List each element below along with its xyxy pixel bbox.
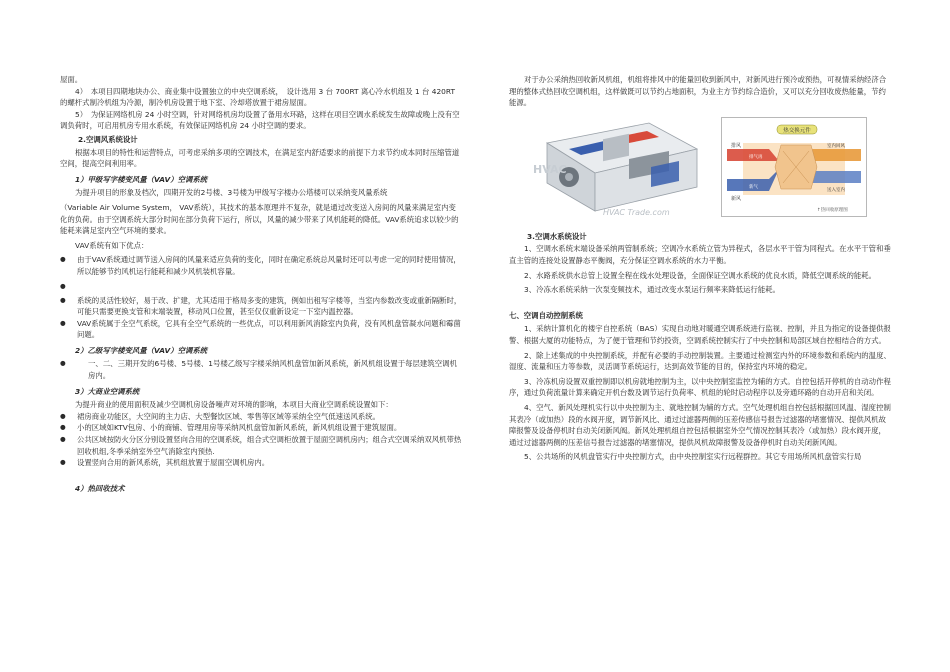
vav-bullet-1: ● 由于VAV系统通过调节送入房间的风量来适应负荷的变化，同时在确定系统总风量时还可以考虑一定的同时使用情况，所以能够节约风机运行能耗和减少风机装机容量。 <box>60 254 463 277</box>
control-item-4: 4、空气、新风处理机实行以中央控制为主、就地控制为辅的方式。空气处理机组自控包括根据回风温、湿度控制其表冷（或加热）段的水阀开度，调节新风比、通过过滤器两侧的压差传感信号报告过滤器的堵塞情况、提供风机故障报警及设备停机时自动关闭新风阀。新风处理机组自控包括根据室外空气情况控制其表冷（或加热）段水阀开度，通过过滤器两侧的压差信号报告过滤器的堵塞情况，提供风机故障报警及设备停机时自动关闭新风阀。 <box>509 402 891 447</box>
fig2-left-bottom: 新风 <box>731 195 742 202</box>
control-item-3: 3、冷冻机房设置双重控制即以机房就地控制为主，以中央控制室监控为辅的方式。自控包括开停机的自动动作程序，通过负荷流量计算来确定开机台数及调节运行负荷率、机组的轮时启动程序以及旁通环路的自动开启和关闭。 <box>509 376 891 398</box>
fig2-right-bottom: 送入室内 <box>827 187 845 193</box>
commercial-bullet-4: ● 设置竖向合用的新风系统，其机组放置于屋面空调机房内。 <box>60 457 463 469</box>
heading-heat-recovery: 4）热回收技术 <box>75 483 125 493</box>
commercial-bullet-1: ● 裙房商业功能区，大空间的主力店、大型餐饮区域、零售等区域等采纳全空气低速送风系统。 <box>60 411 463 423</box>
figures-row <box>509 115 893 225</box>
water-item-2: 2、水路系统供水总管上设置全程在线水处理设备，全面保证空调水系统的优良水质，降低空调系统的能耗。 <box>524 270 877 280</box>
left-column <box>60 74 463 496</box>
heading-auto-control: 七、空调自动控制系统 <box>509 310 583 320</box>
commercial-bullet-3: ● 公共区域按防火分区分别设置竖向合用的空调系统，组合式空调柜放置于屋面空调机房内；组合式空调采纳双风机带热回收机组,冬季采纳室外空气消除室内预热. <box>60 434 463 457</box>
fig2-left-top: 排风 <box>731 142 742 149</box>
svg-text:HVAC: HVAC <box>533 162 567 176</box>
air-intro: 根据本项目的特性和运营特点，可考虑采纳多项的空调技术，在满足室内舒适要求的前提下力求节约成本同时压缩管道空间，提高空间利用率。 <box>60 147 460 169</box>
vav-bullet-4: ● VAV系统属于全空气系统，它具有全空气系统的一些优点，可以利用新风消除室内负荷，没有风机盘管凝水问题和霉菌问题。 <box>60 318 463 341</box>
right-column <box>509 74 893 463</box>
control-item-1: 1、采纳计算机化的楼宇自控系统（BAS）实现自动地对暖通空调系统进行监视、控制，并且为指定的设备提供报警、根据大厦的功能特点，为了便于管理和节约投资，空调系统控制实行了中央控制和局部区域自控相结合的方式。 <box>509 324 891 345</box>
heading-vav-a: 1）甲级写字楼变风量（VAV）空调系统 <box>75 174 208 184</box>
water-item-1: 1、空调水系统末端设备采纳两管制系统；空调冷水系统立管为异程式，各层水平干管为同程式。在水平干管和垂直主管的连接处设置静态平衡阀，充分保证空调水系统的水力平衡。 <box>509 244 891 265</box>
heading-commercial: 3）大商业空调系统 <box>75 386 140 396</box>
text-roof: 屋面。 <box>60 75 83 84</box>
fig1-watermark: HVAC Trade.com <box>603 207 670 217</box>
item-5: 5） 为保证网络机房 24 小时空调，针对网络机房均设置了备用水环路，这样在项目空调水系统发生故障或晚上没有空调负荷时，可启用机房专用水系统，有效保证网络机房 24 小时空调的要求。 <box>60 109 460 131</box>
fig2-top-label: 热交换元件 <box>783 127 811 134</box>
fig2-right-top: 室内回风 <box>827 143 845 149</box>
vav-a-para1: 为提升项目的形象及档次，四期开发的2号楼、3号楼为甲级写字楼办公塔楼可以采纳变风量系统 <box>75 188 388 198</box>
heat-recovery-para: 对于办公采纳热回收新风机组，机组将排风中的能量回收到新风中，对新风进行预冷或预热，可视情采纳经济合理的整体式热回收空调机组，这样做既可以节约占地面积，为业主方节约综合造价，又可以充分回收废热能量，节约能源。 <box>509 75 887 108</box>
vav-b-bullet-1: ● 一、二、三期开发的6号楼、5号楼、1号楼乙级写字楼采纳风机盘管加新风系统，新风机组设置于每层建筑空调机房内。 <box>60 358 463 381</box>
heat-recovery-unit-image <box>529 115 709 219</box>
heading-vav-b: 2）乙级写字楼变风量（VAV）空调系统 <box>75 345 208 355</box>
commercial-intro: 为提升商业的使用面积及减少空调机房设备噪声对环境的影响，本项目大商业空调系统设置如下： <box>75 400 393 410</box>
vav-a-para3: VAV系统有如下优点： <box>75 240 149 250</box>
heading-water-system: 3.空调水系统设计 <box>527 231 587 241</box>
vav-bullet-2 <box>60 281 463 292</box>
control-item-2: 2、除上述集成的中央控制系统，并配有必要的手动控制装置。主要通过检测室内外的环境参数和系统内的温度、湿度、流量和压力等参数，灵活调节系统运行，达到高效节能的目的，保持室内环境的稳定。 <box>509 350 891 372</box>
commercial-bullet-2: ● 小的区域如KTV包房、小的商铺、管理用房等采纳风机盘管加新风系统，新风机组设置于建筑屋面。 <box>60 422 463 434</box>
fig2-caption: ↑热回收原理图 <box>817 207 848 213</box>
item-4: 4） 本项目四期地块办公、商业集中设置独立的中央空调系统， 设计选用 3 台 700RT 离心冷水机组及 1 台 420RT 的螺杆式制冷机组为冷源，制冷机房设置于地下室、冷却塔放置于裙房屋面。 <box>60 86 455 108</box>
vav-bullet-3: ● 系统的灵活性较好，易于改、扩建，尤其适用于格局多变的建筑，例如出租写字楼等，当室内参数改变或重新隔断时，可能只需要更换支管和末端装置，移动风口位置，甚至仅仅重新设定一下室内温控器。 <box>60 295 463 318</box>
control-item-5: 5、公共场所的风机盘管实行中央控制方式，由中央控制室实行远程群控。其它专用场所风机盘管实行局 <box>524 452 862 462</box>
fig2-mid-top: 排气再 <box>749 154 763 160</box>
vav-a-para2: （Variable Air Volume System， VAV系统），其技术的基本原理并不复杂，就是通过改变送入房间的风量来满足室内变化的负荷。由于空调系统大部分时间在部分负荷下运行，所以，风量的减少带来了风机能耗的降低。VAV系统追求以较少的能耗来满足室内空气环境的要求。 <box>60 202 459 236</box>
heading-air-system: 2.空调风系统设计 <box>78 134 138 144</box>
heat-exchange-diagram <box>721 117 867 217</box>
fig2-mid-bottom: 新气 <box>749 184 758 190</box>
water-item-3: 3、冷冻水系统采纳一次泵变频技术，通过改变水泵运行频率来降低运行能耗。 <box>524 285 780 295</box>
